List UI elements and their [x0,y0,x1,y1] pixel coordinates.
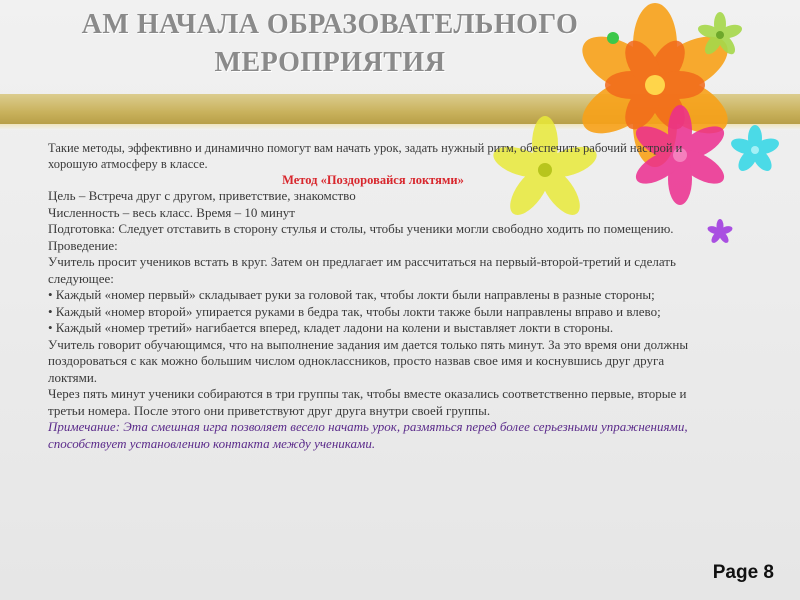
intro-text: Такие методы, эффективно и динамично помогут вам начать урок, задать нужный ритм, обеспечить рабочий настрой и хорошую атмосферу в классе. [48,141,683,171]
bullet-item: • Каждый «номер первый» складывает руки за головой так, чтобы локти были направлены в разные стороны; [48,287,655,302]
content-line: Подготовка: Следует отставить в сторону стулья и столы, чтобы ученики могли свободно ходить по помещению. [48,221,674,236]
content-line: Численность – весь класс. Время – 10 минут [48,204,295,220]
content-line: Цель – Встреча друг с другом, приветствие, знакомство [48,188,356,203]
bullet-item: • Каждый «номер третий» нагибается вперед, кладет ладони на колени и выставляет локти в стороны. [48,320,614,335]
content-line: Проведение: [48,237,118,253]
purple-flower-icon [707,219,734,245]
cyan-flower-icon [729,125,781,174]
page-number: Page 8 [712,562,774,583]
method-title: Метод «Поздоровайся локтями» [282,173,464,187]
slide-content [48,141,698,452]
title-line-1: АМ НАЧАЛА ОБРАЗОВАТЕЛЬНОГО [81,9,579,40]
note-text: Примечание: Эта смешная игра позволяет весело начать урок, размяться перед более серьезными упражнениями, способствует установлению контакта между учениками. [48,419,688,451]
content-line: Учитель говорит обучающимся, что на выполнение задания им дается только пять минут. За это время они должны поздороваться с как можно большим числом одноклассников, просто назвав свое имя и коснувшись друг друга локтями. [48,336,689,385]
bullet-item: • Каждый «номер второй» упирается руками в бедра так, чтобы локти также были направлены вправо и влево; [48,303,661,319]
content-line: Через пять минут ученики собираются в три группы так, чтобы вместе оказались соответственно первые, вторые и третьи номера. После этого они приветствуют друг друга внутри своей группы. [48,386,687,418]
green-dot-icon [607,32,619,44]
title-line-2: МЕРОПРИЯТИЯ [214,47,446,78]
content-line: Учитель просит учеников встать в круг. Затем он предлагает им рассчитаться на первый-второй-третий и сделать следующее: [48,254,676,286]
